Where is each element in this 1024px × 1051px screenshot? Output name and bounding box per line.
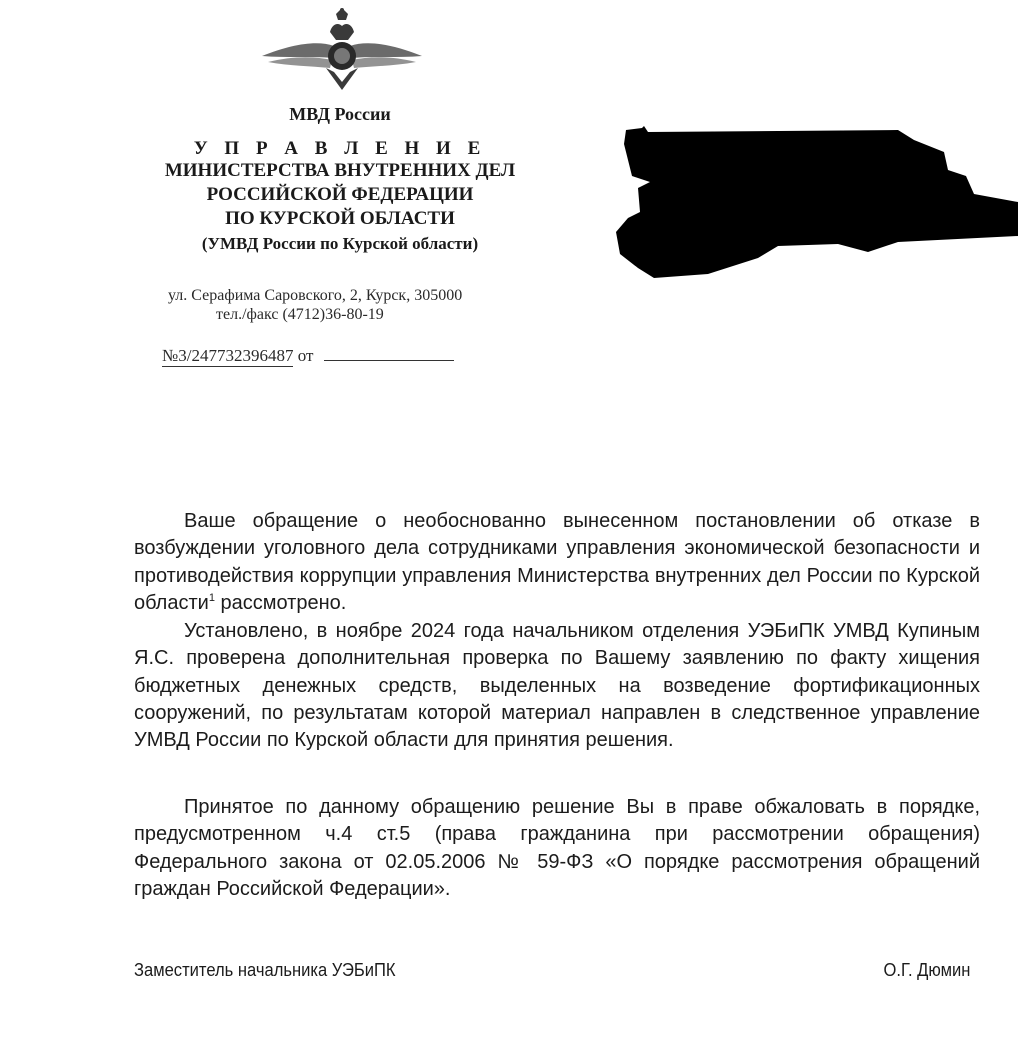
recipient-redaction	[598, 124, 1022, 284]
paragraph-1-tail: рассмотрено.	[214, 591, 347, 614]
registration-from-label: от	[297, 346, 314, 365]
signatory-name: О.Г. Дюмин	[883, 960, 970, 980]
footnote-marker: 1	[208, 591, 215, 604]
letterhead-line-3: ПО КУРСКОЙ ОБЛАСТИ	[225, 208, 455, 229]
letterhead-line-1: МИНИСТЕРСТВА ВНУТРЕННИХ ДЕЛ	[164, 160, 516, 181]
body-paragraph-1	[134, 508, 980, 617]
registration-number-line	[162, 344, 454, 366]
registration-date-blank	[324, 344, 454, 361]
mvd-eagle-emblem-icon	[262, 6, 422, 92]
body-paragraph-2	[134, 618, 980, 754]
letterhead-line-2: РОССИЙСКОЙ ФЕДЕРАЦИИ	[206, 184, 474, 205]
paragraph-2-text: Установлено, в ноябре 2024 года начальником отделения УЭБиПК УМВД Купиным Я.С. проверена дополнительная проверка по Вашему заявлению по факту хищения бюджетных денежных средств, выделенных на возведение фортификационных сооружений, по результатам которой материал направлен в следственное управление УМВД России по Курской области для принятия решения.	[134, 620, 980, 752]
body-paragraph-3	[134, 794, 980, 903]
paragraph-3-text: Принятое по данному обращению решение Вы в праве обжаловать в порядке, предусмотренном ч.4 ст.5 (права гражданина при рассмотрении обращения) Федерального закона от 02.05.2006 № 59-ФЗ «О порядке рассмотрения обращений граждан Российской Федерации».	[134, 796, 980, 900]
agency-short-name: МВД России	[289, 104, 391, 124]
registration-number: №3/247732396487	[162, 346, 294, 365]
agency-address: ул. Серафима Саровского, 2, Курск, 305000	[168, 287, 463, 304]
agency-phone: тел./факс (4712)36-80-19	[216, 306, 384, 323]
letterhead-title: У П Р А В Л Е Н И Е	[193, 138, 487, 159]
signatory-role: Заместитель начальника УЭБиПК	[134, 960, 396, 980]
letterhead-abbreviation: (УМВД России по Курской области)	[201, 234, 479, 253]
paragraph-1-text: Ваше обращение о необоснованно вынесенном постановлении об отказе в возбуждении уголовного дела сотрудниками управления экономической безопасности и противодействия коррупции управления Министерства внутренних дел России по Курской области	[134, 510, 980, 614]
